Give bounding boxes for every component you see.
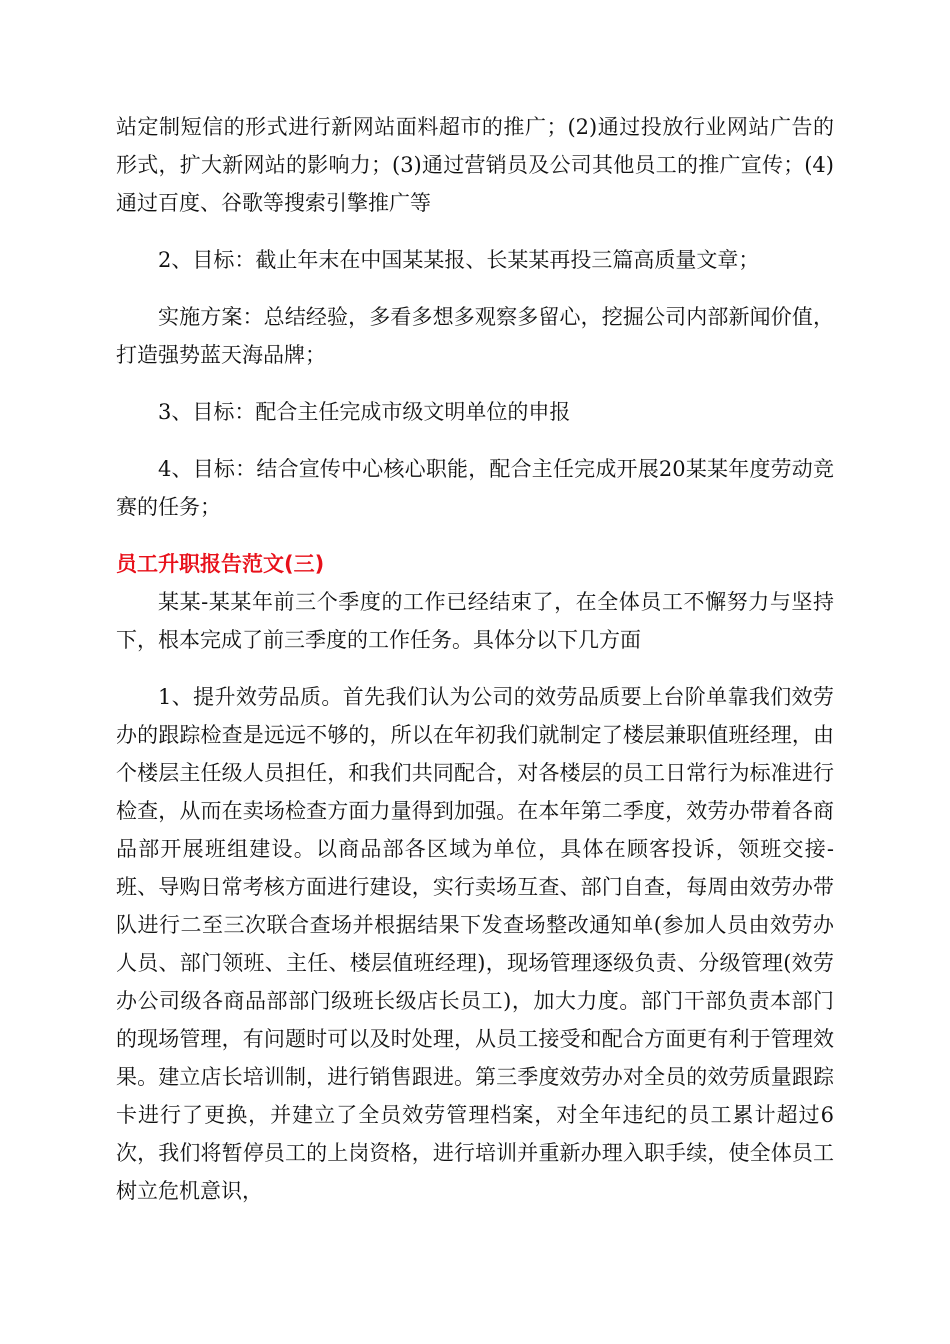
paragraph-intro: 某某-某某年前三个季度的工作已经结束了，在全体员工不懈努力与坚持下，根本完成了前三季度的工作任务。具体分以下几方面 [116,590,834,652]
document-page [116,108,834,1229]
paragraph-goal-4: 4、目标：结合宣传中心核心职能，配合主任完成开展20某某年度劳动竞赛的任务； [116,457,834,519]
paragraph-tail-promotion: 站定制短信的形式进行新网站面料超市的推广；(2)通过投放行业网站广告的形式，扩大新网站的影响力；(3)通过营销员及公司其他员工的推广宣传；(4)通过百度、谷歌等搜索引擎推广等 [116,115,834,215]
paragraph-goal-2: 2、目标：截止年末在中国某某报、长某某再投三篇高质量文章； [158,248,760,272]
section-heading: 员工升职报告范文(三) [116,552,325,576]
paragraph-implementation-plan: 实施方案：总结经验，多看多想多观察多留心，挖掘公司内部新闻价值，打造强势蓝天海品牌； [116,305,834,367]
paragraph-goal-3: 3、目标：配合主任完成市级文明单位的申报 [158,400,571,424]
paragraph-service-quality: 1、提升效劳品质。首先我们认为公司的效劳品质要上台阶单靠我们效劳办的跟踪检查是远远不够的，所以在年初我们就制定了楼层兼职值班经理，由个楼层主任级人员担任，和我们共同配合，对各楼层的员工日常行为标准进行检查，从而在卖场检查方面力量得到加强。在本年第二季度，效劳办带着各商品部开展班组建设。以商品部各区域为单位，具体在顾客投诉，领班交接-班、导购日常考核方面进行建设，实行卖场互查、部门自查，每周由效劳办带队进行二至三次联合查场并根据结果下发查场整改通知单(参加人员由效劳办人员、部门领班、主任、楼层值班经理)，现场管理逐级负责、分级管理(效劳办公司级各商品部部门级班长级店长员工)，加大力度。部门干部负责本部门的现场管理，有问题时可以及时处理，从员工接受和配合方面更有利于管理效果。建立店长培训制，进行销售跟进。第三季度效劳办对全员的效劳质量跟踪卡进行了更换，并建立了全员效劳管理档案，对全年违纪的员工累计超过6次，我们将暂停员工的上岗资格，进行培训并重新办理入职手续，使全体员工树立危机意识， [116,685,834,1203]
